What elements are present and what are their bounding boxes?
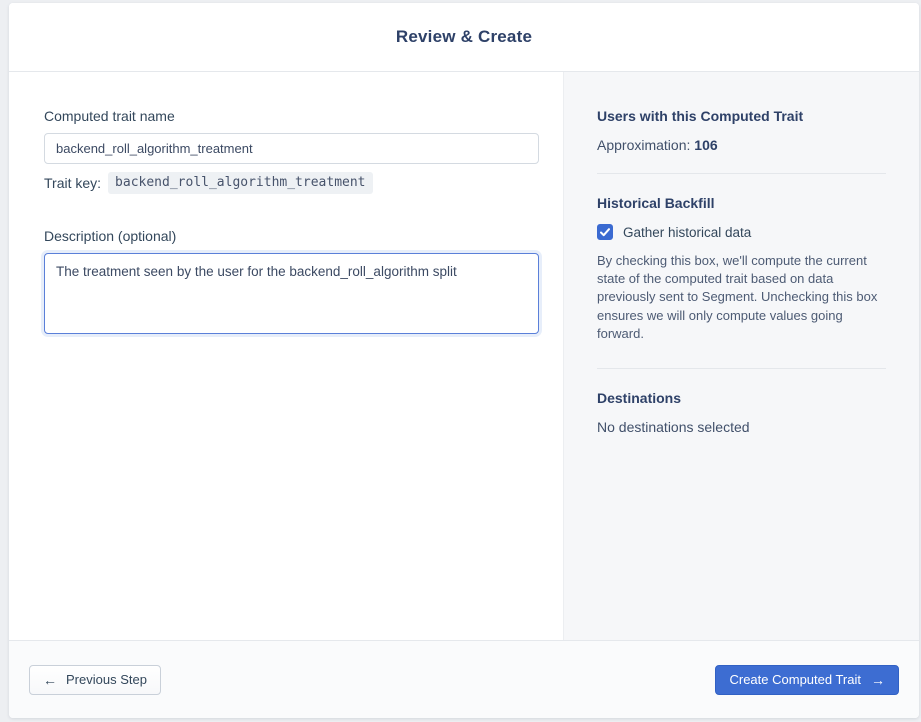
destinations-status: No destinations selected	[597, 418, 750, 435]
backfill-description: By checking this box, we'll compute the current state of the computed trait based on data previously sent to Segment. Unchecking this box ensures we will only compute values going forward.	[597, 253, 878, 341]
users-heading: Users with this Computed Trait	[597, 108, 804, 124]
trait-form	[9, 72, 563, 640]
create-computed-trait-button[interactable]	[715, 665, 899, 695]
previous-step-label: Previous Step	[66, 672, 147, 687]
description-label: Description (optional)	[44, 228, 177, 244]
trait-name-input[interactable]	[44, 133, 539, 164]
backfill-checkbox-row[interactable]	[597, 224, 886, 240]
approximation-label: Approximation:	[597, 137, 695, 153]
create-trait-label: Create Computed Trait	[729, 672, 861, 687]
backfill-checkbox-label: Gather historical data	[623, 224, 752, 240]
trait-key-row	[44, 172, 539, 194]
destinations-heading: Destinations	[597, 389, 682, 406]
previous-step-button[interactable]	[29, 665, 161, 695]
checkmark-icon	[600, 228, 610, 237]
forward-arrow-icon: →	[871, 671, 885, 688]
review-create-modal	[9, 3, 919, 718]
sidebar-divider	[597, 368, 886, 369]
modal-footer	[9, 640, 919, 718]
modal-body	[9, 72, 919, 640]
modal-header	[9, 3, 919, 72]
trait-name-label: Computed trait name	[44, 108, 175, 124]
backfill-heading: Historical Backfill	[597, 195, 715, 211]
back-arrow-icon: ←	[43, 671, 57, 688]
approximation-line	[597, 137, 886, 153]
description-textarea[interactable]	[44, 253, 539, 334]
sidebar-divider	[597, 173, 886, 174]
page-title: Review & Create	[395, 27, 533, 46]
approximation-value: 106	[694, 137, 718, 153]
trait-key-label: Trait key:	[44, 175, 102, 191]
trait-key-badge: backend_roll_algorithm_treatment	[108, 172, 372, 194]
gather-historical-checkbox[interactable]	[597, 224, 613, 240]
summary-sidebar	[563, 72, 919, 640]
